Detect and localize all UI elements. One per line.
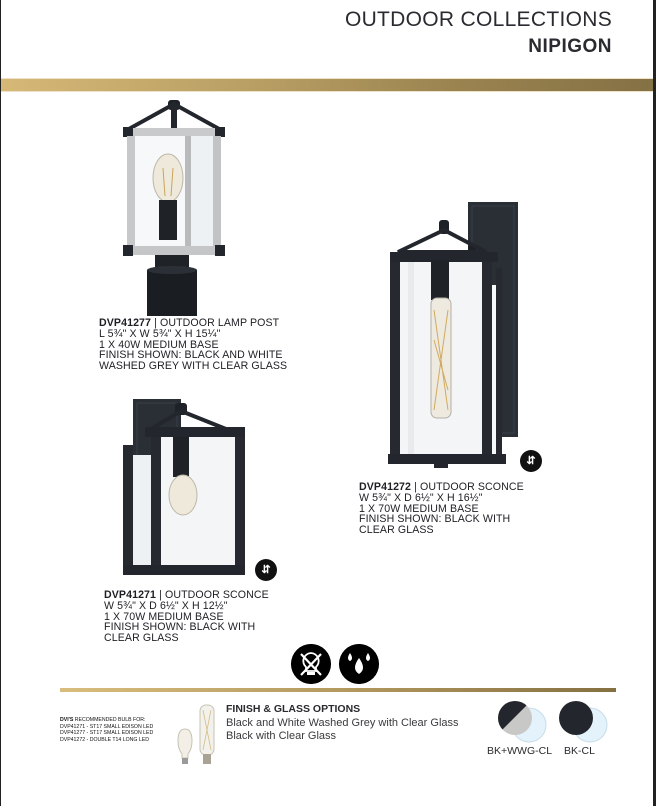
swatch-bk-wwg-cl: [496, 700, 551, 744]
small-sconce-image: [123, 395, 263, 580]
recommended-bulb-note: [60, 717, 153, 743]
finish-option: Black with Clear Glass: [226, 730, 337, 742]
finish-option: Black and White Washed Grey with Clear Glass: [226, 717, 459, 729]
footer-divider: [60, 688, 616, 692]
product-DVP41271-info: [104, 590, 269, 644]
bulb-line: DVP41272 - DOUBLE T14 LONG LED: [60, 736, 149, 743]
no-bulb-included-icon: [291, 644, 331, 684]
product-finish: FINISH SHOWN: BLACK AND WHITE: [99, 349, 283, 362]
recommended-bulbs-image: [173, 702, 221, 768]
lamp-post-image: [119, 98, 229, 318]
product-DVP41272-info: [359, 482, 524, 536]
product-bulb: 1 X 70W MEDIUM BASE: [104, 610, 224, 623]
up-down-mount-icon: ⇵: [255, 559, 277, 581]
product-finish: FINISH SHOWN: BLACK WITH: [104, 621, 256, 634]
product-finish-cont: CLEAR GLASS: [104, 632, 179, 645]
product-sku: DVP41277: [99, 317, 152, 329]
collection-name: NIPIGON: [528, 36, 612, 57]
page-edge-left: [0, 0, 1, 806]
up-down-mount-icon: ⇵: [520, 450, 542, 472]
wet-location-icon: [339, 644, 379, 684]
section-title: OUTDOOR COLLECTIONS: [344, 8, 612, 31]
catalog-page: [1, 0, 653, 806]
bulb-line: DVP41277 - ST17 SMALL EDISON LED: [60, 730, 154, 737]
bulb-line: DVP41271 - ST17 SMALL EDISON LED: [60, 723, 154, 730]
product-bulb: 1 X 40W MEDIUM BASE: [99, 338, 219, 351]
product-dimensions: L 5¾" X W 5¾" X H 15¼": [99, 327, 221, 340]
product-sku: DVP41271: [104, 589, 157, 601]
brand-label: DVI'S: [60, 717, 74, 723]
product-type: | OUTDOOR SCONCE: [159, 589, 269, 601]
product-dimensions: W 5¾" X D 6½" X H 16½": [359, 491, 483, 504]
product-sku: DVP41272: [359, 481, 412, 493]
finish-options-title: FINISH & GLASS OPTIONS: [226, 703, 361, 715]
swatch-bk-cl: [557, 700, 612, 744]
product-dimensions: W 5¾" X D 6½" X H 12½": [104, 599, 228, 612]
swatch-label: BK-CL: [564, 745, 595, 757]
recommended-heading: RECOMMENDED BULB FOR:: [74, 717, 146, 723]
header-divider: [1, 78, 653, 92]
large-sconce-image: [386, 190, 536, 475]
product-finish-cont: CLEAR GLASS: [359, 524, 434, 537]
product-finish-cont: WASHED GREY WITH CLEAR GLASS: [99, 360, 288, 373]
product-type: | OUTDOOR SCONCE: [414, 481, 524, 493]
product-finish: FINISH SHOWN: BLACK WITH: [359, 513, 511, 526]
product-DVP41277-info: [99, 318, 287, 372]
product-type: | OUTDOOR LAMP POST: [154, 317, 280, 329]
swatch-label: BK+WWG-CL: [487, 745, 553, 757]
product-bulb: 1 X 70W MEDIUM BASE: [359, 502, 479, 515]
